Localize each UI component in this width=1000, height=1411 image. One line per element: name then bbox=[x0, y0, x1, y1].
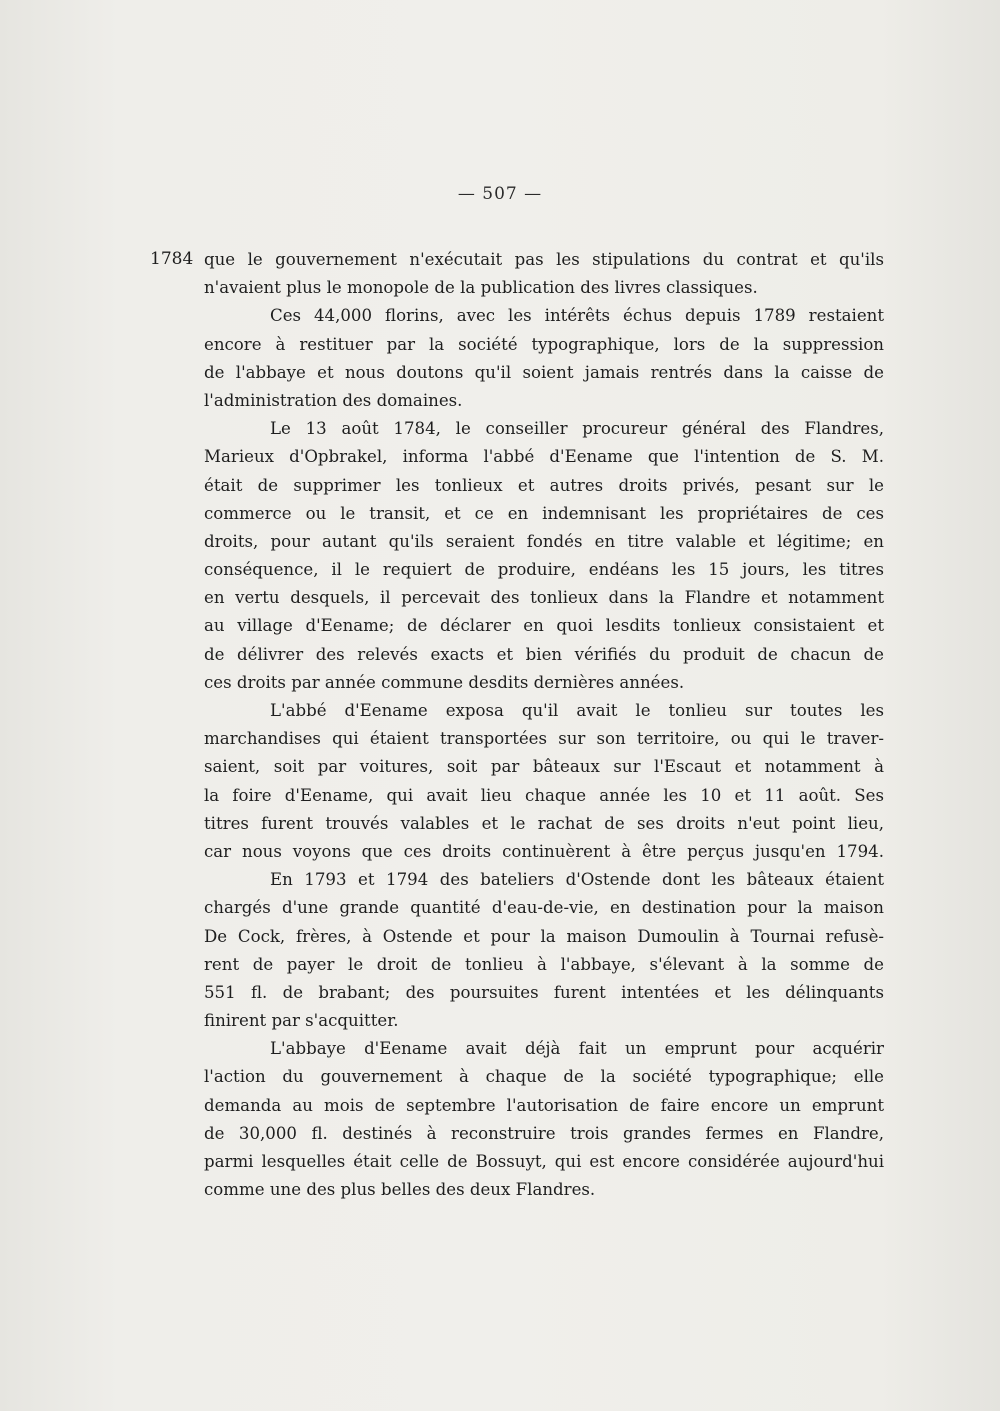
text-line: était de supprimer les tonlieux et autres droits privés, pesant sur le bbox=[204, 475, 884, 495]
text-line: l'administration des domaines. bbox=[204, 390, 463, 410]
paragraph bbox=[204, 302, 884, 415]
text-line: chargés d'une grande quantité d'eau-de-vie, en destination pour la maison bbox=[204, 898, 884, 918]
text-line: que le gouvernement n'exécutait pas les stipulations du contrat et qu'ils bbox=[204, 250, 884, 269]
text-line: conséquence, il le requiert de produire, endéans les 15 jours, les titres bbox=[204, 560, 884, 580]
text-line: demanda au mois de septembre l'autorisation de faire encore un emprunt bbox=[204, 1095, 884, 1115]
text-line: L'abbaye d'Eename avait déjà fait un emprunt pour acquérir bbox=[270, 1039, 884, 1059]
margin-year-note: 1784 bbox=[150, 249, 194, 269]
body-text bbox=[204, 246, 884, 1204]
paragraph bbox=[204, 415, 884, 697]
paragraph bbox=[204, 246, 884, 302]
text-line: De Cock, frères, à Ostende et pour la maison Dumoulin à Tournai refusè- bbox=[204, 926, 884, 946]
text-line: En 1793 et 1794 des bateliers d'Ostende dont les bâteaux étaient bbox=[270, 870, 884, 890]
text-line: comme une des plus belles des deux Flandres. bbox=[204, 1180, 596, 1200]
paragraph bbox=[204, 1035, 884, 1204]
text-line: la foire d'Eename, qui avait lieu chaque année les 10 et 11 août. Ses bbox=[204, 785, 884, 805]
paragraph bbox=[204, 866, 884, 1035]
text-line: n'avaient plus le monopole de la publication des livres classiques. bbox=[204, 278, 758, 298]
text-line: parmi lesquelles était celle de Bossuyt, qui est encore considérée aujourd'hui bbox=[204, 1152, 884, 1171]
page-number: — 507 — bbox=[457, 184, 543, 204]
text-line: au village d'Eename; de déclarer en quoi lesdits tonlieux consistaient et bbox=[204, 616, 884, 636]
text-line: de l'abbaye et nous doutons qu'il soient jamais rentrés dans la caisse de bbox=[204, 362, 884, 382]
paragraph bbox=[204, 697, 884, 866]
text-line: titres furent trouvés valables et le rachat de ses droits n'eut point lieu, bbox=[204, 813, 884, 833]
text-line: Marieux d'Opbrakel, informa l'abbé d'Eename que l'intention de S. M. bbox=[204, 447, 884, 467]
text-line: car nous voyons que ces droits continuèrent à être perçus jusqu'en 1794. bbox=[204, 841, 884, 861]
text-line: de 30,000 fl. destinés à reconstruire trois grandes fermes en Flandre, bbox=[204, 1123, 884, 1143]
text-line: encore à restituer par la société typographique, lors de la suppression bbox=[204, 334, 884, 354]
text-line: de délivrer des relevés exacts et bien vérifiés du produit de chacun de bbox=[204, 644, 884, 664]
text-line: en vertu desquels, il percevait des tonlieux dans la Flandre et notamment bbox=[204, 588, 884, 608]
text-line: marchandises qui étaient transportées sur son territoire, ou qui le traver- bbox=[204, 729, 884, 749]
text-line: l'action du gouvernement à chaque de la société typographique; elle bbox=[204, 1067, 884, 1087]
text-line: ces droits par année commune desdits dernières années. bbox=[204, 672, 685, 692]
text-line: droits, pour autant qu'ils seraient fondés en titre valable et légitime; en bbox=[204, 531, 884, 551]
text-line: saient, soit par voitures, soit par bâteaux sur l'Escaut et notamment à bbox=[204, 757, 884, 777]
text-line: L'abbé d'Eename exposa qu'il avait le tonlieu sur toutes les bbox=[270, 701, 884, 720]
text-line: finirent par s'acquitter. bbox=[204, 1011, 399, 1031]
text-line: Le 13 août 1784, le conseiller procureur général des Flandres, bbox=[270, 419, 884, 439]
text-line: Ces 44,000 florins, avec les intérêts échus depuis 1789 restaient bbox=[270, 306, 884, 326]
text-line: 551 fl. de brabant; des poursuites furent intentées et les délinquants bbox=[204, 982, 884, 1002]
text-line: rent de payer le droit de tonlieu à l'abbaye, s'élevant à la somme de bbox=[204, 954, 884, 974]
text-line: commerce ou le transit, et ce en indemnisant les propriétaires de ces bbox=[204, 503, 884, 523]
